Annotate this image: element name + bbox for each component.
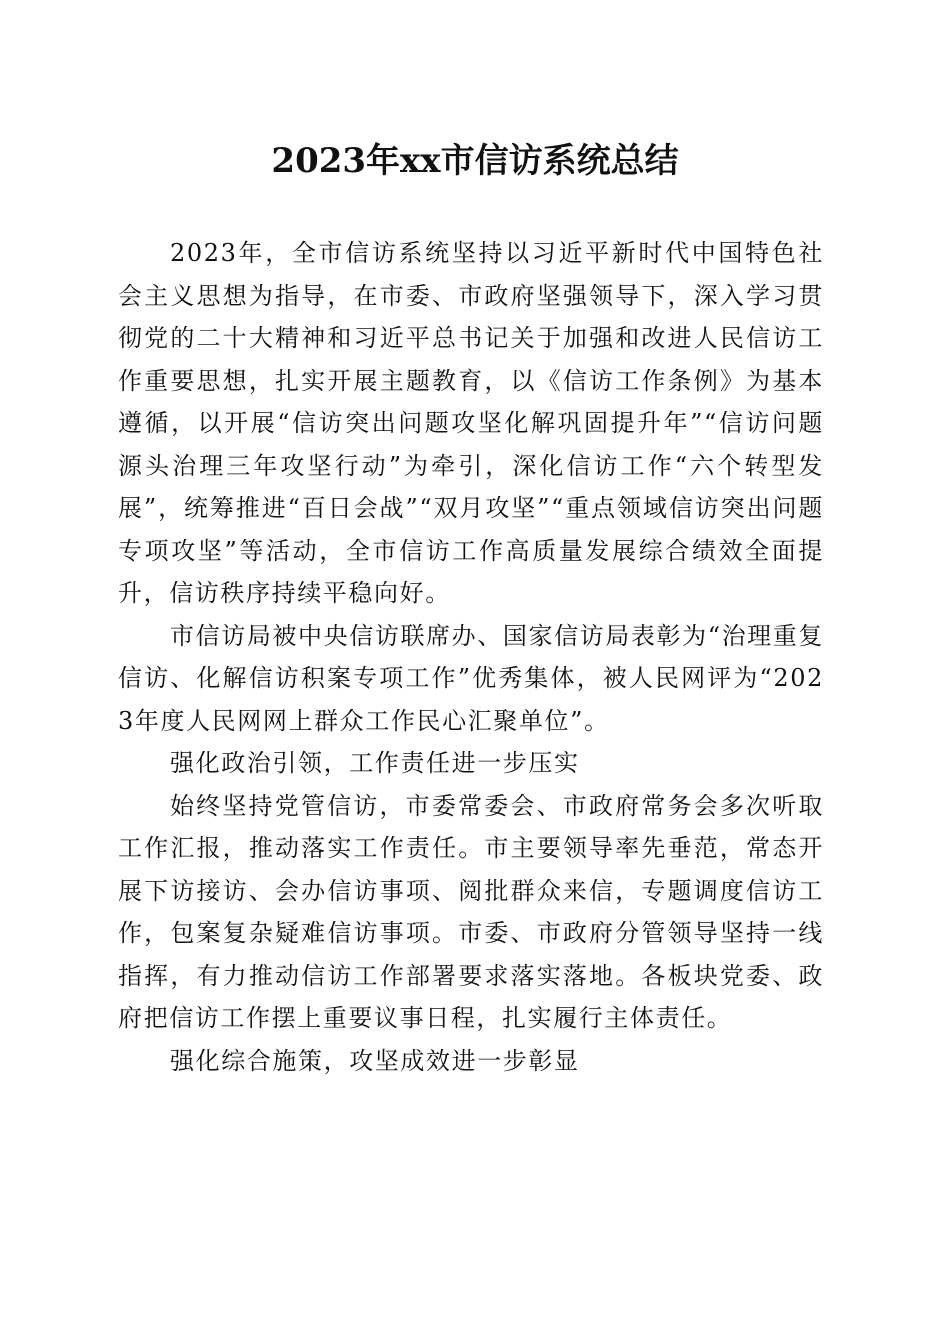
paragraph-award: 市信访局被中央信访联席办、国家信访局表彰为“治理重复信访、化解信访积案专项工作”优秀集体，被人民网评为“2023年度人民网网上群众工作民心汇聚单位”。 xyxy=(118,621,824,735)
document-body xyxy=(118,232,824,1082)
document-title: 2023年xx市信访系统总结 xyxy=(271,141,679,181)
paragraph-responsibility: 始终坚持党管信访，市委常委会、市政府常务会多次听取工作汇报，推动落实工作责任。市主要领导率先垂范，常态开展下访接访、会办信访事项、阅批群众来信，专题调度信访工作，包案复杂疑难信访事项。市委、市政府分管领导坚持一线指挥，有力推动信访工作部署要求落实落地。各板块党委、政府把信访工作摆上重要议事日程，扎实履行主体责任。 xyxy=(118,791,824,1032)
paragraph-intro: 2023年，全市信访系统坚持以习近平新时代中国特色社会主义思想为指导，在市委、市政府坚强领导下，深入学习贯彻党的二十大精神和习近平总书记关于加强和改进人民信访工作重要思想，扎实开展主题教育，以《信访工作条例》为基本遵循，以开展“信访突出问题攻坚化解巩固提升年”“信访问题源头治理三年攻坚行动”为牵引，深化信访工作“六个转型发展”，统筹推进“百日会战”“双月攻坚”“重点领域信访突出问题专项攻坚”等活动，全市信访工作高质量发展综合绩效全面提升，信访秩序持续平稳向好。 xyxy=(118,239,824,607)
section-heading-political-leadership: 强化政治引领，工作责任进一步压实 xyxy=(170,749,580,777)
section-heading-comprehensive-measures: 强化综合施策，攻坚成效进一步彰显 xyxy=(170,1046,580,1075)
